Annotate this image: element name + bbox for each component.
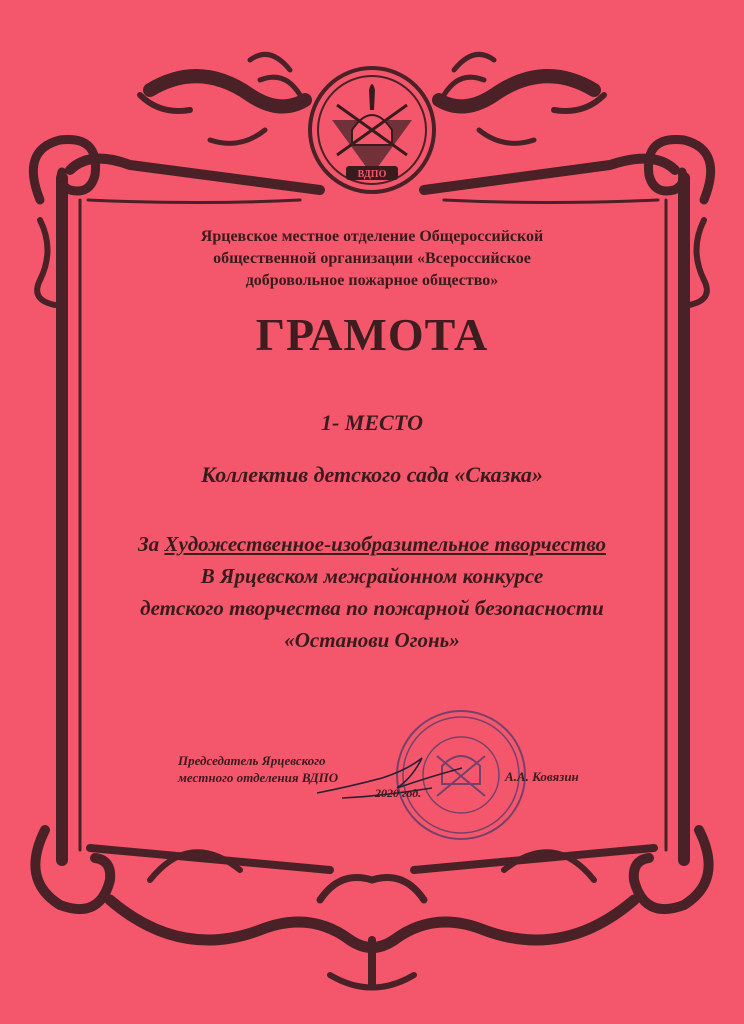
- award-year: 2020 год.: [375, 786, 422, 800]
- organization-line-3: добровольное пожарное общество»: [245, 272, 499, 289]
- organization-line-1: Ярцевское местное отделение Общероссийской: [200, 228, 544, 245]
- reason-line-3: детского творчества по пожарной безопасности: [140, 596, 604, 620]
- emblem-label: ВДПО: [357, 169, 387, 180]
- signatory-name: А.А. Ковязин: [505, 769, 579, 784]
- place-award: 1- МЕСТО: [320, 410, 424, 435]
- document-title: ГРАМОТА: [255, 309, 489, 360]
- reason-line-4: «Останови Огонь»: [284, 628, 460, 652]
- vdpo-emblem-icon: [302, 60, 442, 200]
- award-reason: [0, 528, 744, 656]
- position-line-1: Председатель Ярцевского: [178, 753, 326, 768]
- reason-prefix: За: [138, 532, 165, 556]
- position-line-2: местного отделения ВДПО: [178, 770, 339, 785]
- organization-line-2: общественной организации «Всероссийское: [213, 250, 531, 267]
- reason-line-1: [0, 528, 744, 560]
- nomination: Художественное-изобразительное творчество: [164, 532, 606, 556]
- signatory-position: [178, 752, 338, 786]
- organization-name: [0, 226, 744, 292]
- recipient-name: Коллектив детского сада «Сказка»: [201, 462, 543, 487]
- reason-line-2: В Ярцевском межрайонном конкурсе: [200, 564, 544, 588]
